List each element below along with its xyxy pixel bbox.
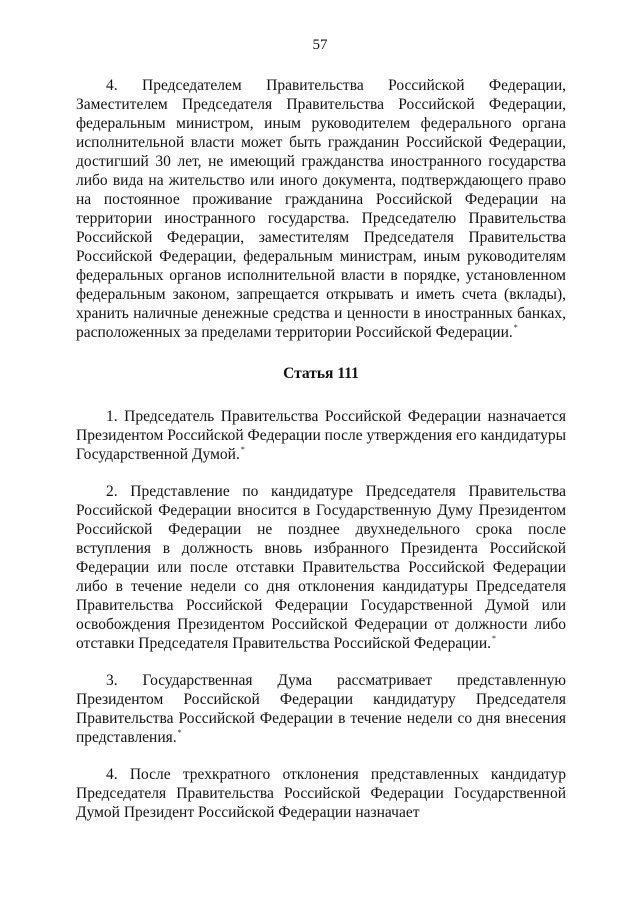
paragraph-text: 3. Государственная Дума рассматривает представленную Президентом Российской Федерации кандидатуру Председателя Правительства Российской Федерации в течение недели со дня внесения представления. <box>76 672 566 746</box>
footnote-marker: * <box>513 323 518 332</box>
footnote-marker: * <box>492 634 497 643</box>
paragraph-text: 4. После трехкратного отклонения представленных кандидатур Председателя Правительства Российской Федерации Государственной Думой Президент Российской Федерации назначает <box>76 766 566 821</box>
article-paragraph-1 <box>76 407 566 464</box>
page-number: 57 <box>312 37 328 53</box>
article-paragraph-3 <box>76 671 566 747</box>
article-paragraph-4 <box>76 765 566 822</box>
paragraph-text: 2. Представление по кандидатуре Председателя Правительства Российской Федерации вносится в Государственную Думу Президентом Российской Федерации не позднее двухнедельного срока после вступления в должность вновь избранного Президента Российской Федерации или после отставки Правительства Российской Федерации либо в течение недели со дня отклонения кандидатуры Председателя Правительства Российской Федерации Государственной Думой или освобождения Президентом Российской Федерации от должности либо отставки Председателя Правительства Российской Федерации. <box>76 483 566 652</box>
paragraph-text: 1. Председатель Правительства Российской Федерации назначается Президентом Российской Федерации после утверждения его кандидатуры Государственной Думой. <box>76 408 566 463</box>
article-heading: Статья 111 <box>283 365 359 382</box>
footnote-marker: * <box>177 728 182 737</box>
article-paragraph-2 <box>76 482 566 653</box>
paragraph-text: 4. Председателем Правительства Российской Федерации, Заместителем Председателя Правительства Российской Федерации, федеральным министром, иным руководителем федерального органа исполнительной власти может быть гражданин Российской Федерации, достигший 30 лет, не имеющий гражданства иностранного государства либо вида на жительство или иного документа, подтверждающего право на постоянное проживание гражданина Российской Федерации на территории иностранного государства. Председателю Правительства Российской Федерации, заместителям Председателя Правительства Российской Федерации, федеральным министрам, иным руководителям федеральных органов исполнительной власти в порядке, установленном федеральным законом, запрещается открывать и иметь счета (вклады), хранить наличные денежные средства и ценности в иностранных банках, расположенных за пределами территории Российской Федерации. <box>76 77 566 341</box>
document-body <box>76 76 566 840</box>
footnote-marker: * <box>240 445 245 454</box>
paragraph-4-block1 <box>76 76 566 342</box>
